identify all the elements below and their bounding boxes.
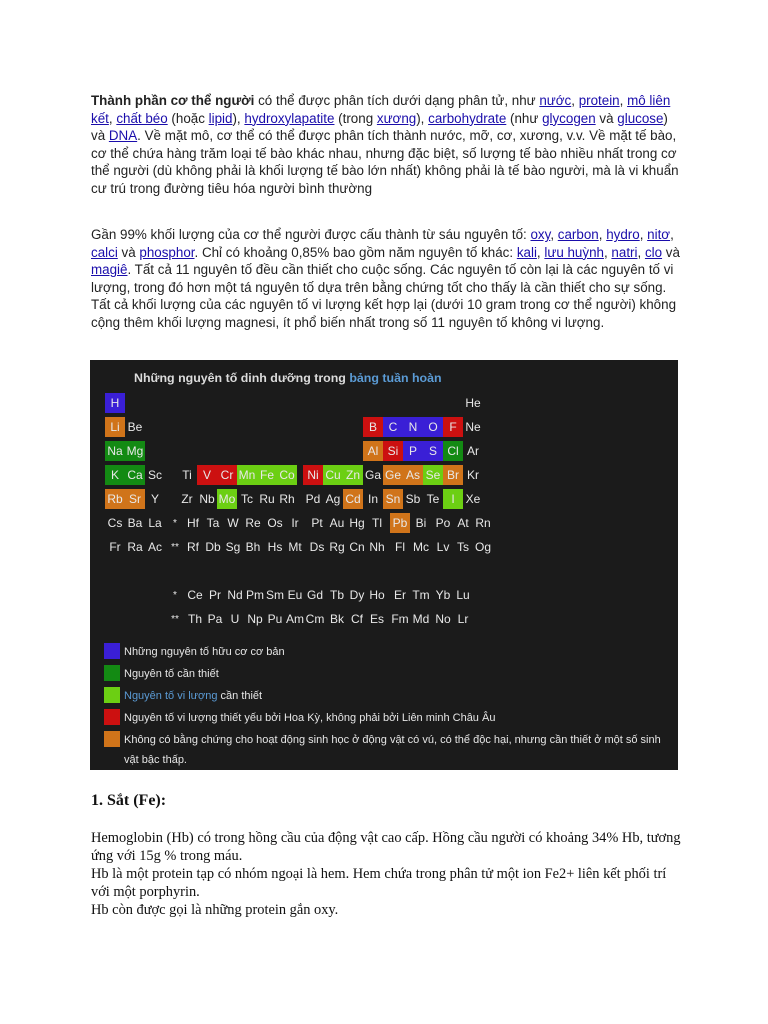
element-cr: Cr [217,465,237,485]
element-tb: Tb [329,588,344,602]
element-k: K [105,465,125,485]
element-og: Og [474,540,491,554]
element-ds: Ds [309,540,325,554]
para-text: , [550,227,558,242]
link-mo-lien-ket[interactable]: mô liên kết [91,93,671,126]
link-nuoc[interactable]: nước [539,93,572,108]
element-in: In [367,492,378,506]
intro-text: có thể được phân tích dưới dạng phân tử, như [254,93,540,108]
element-co: Co [277,465,297,485]
element-nh: Nh [369,540,385,554]
iron-paragraph-1: Hemoglobin (Hb) có trong hồng cầu của động vật cao cấp. Hồng cầu người có khoảng 34% Hb, tương ứng với 15g % trong máu. [91,830,681,864]
element-po: Po [435,516,451,530]
element-f: F [443,417,463,437]
element-u: U [230,612,240,626]
element-zr: Zr [181,492,193,506]
element-ho: Ho [369,588,385,602]
legend-item [104,686,664,706]
iron-paragraph-3: Hb còn được gọi là những protein gắn oxy. [91,902,339,918]
series-marker: ** [171,613,179,625]
element-fe: Fe [257,465,277,485]
legend-swatch [104,687,120,703]
element-br: Br [443,465,463,485]
title-highlight: bảng tuần hoàn [349,371,442,385]
element-sc: Sc [147,468,162,482]
element-se: Se [423,465,443,485]
element-sb: Sb [405,492,421,506]
element-mn: Mn [237,465,257,485]
element-yb: Yb [435,588,451,602]
element-ne: Ne [465,420,481,434]
intro-text: và [595,110,618,126]
element-bk: Bk [329,612,344,626]
legend-label: Nguyên tố vi lượng thiết yếu bởi Hoa Kỳ, không phải bởi Liên minh Châu Âu [124,712,496,724]
element-nb: Nb [199,492,215,506]
element-es: Es [369,612,384,626]
element-la: La [148,516,162,530]
element-xe: Xe [465,492,481,506]
element-pm: Pm [246,588,264,602]
element-rn: Rn [475,516,491,530]
element-pa: Pa [207,612,223,626]
element-c: C [383,417,403,437]
element-s: S [423,441,443,461]
para-text: , [603,244,612,260]
element-bi: Bi [415,516,427,530]
legend-swatch [104,731,120,747]
periodic-table-figure [90,360,678,770]
intro-bold-title: Thành phần cơ thể người [91,93,255,108]
link-calci[interactable]: calci [91,244,118,260]
element-fr: Fr [109,540,121,554]
element-ge: Ge [383,465,403,485]
legend-item [104,664,664,684]
element-na: Na [105,441,125,461]
intro-text: ) và [91,110,668,144]
link-glycogen[interactable]: glycogen [542,110,596,126]
legend-item [104,642,664,662]
element-fm: Fm [391,612,409,626]
legend-label: Những nguyên tố hữu cơ cơ bản [124,646,285,658]
intro-text: , [619,93,628,108]
element-au: Au [329,516,345,530]
series-marker: * [173,589,177,601]
series-marker: * [173,517,177,529]
element-mt: Mt [288,540,302,554]
element-mc: Mc [413,540,429,554]
element-rh: Rh [279,492,295,506]
link-hydro[interactable]: hydro [606,227,640,242]
element-ga: Ga [364,468,381,482]
element-hf: Hf [187,516,199,530]
periodic-table-title [134,371,442,385]
element-ti: Ti [182,468,192,482]
element-li: Li [105,417,125,437]
legend-swatch [104,709,120,725]
element-nd: Nd [227,588,243,602]
composition-paragraph [91,226,681,332]
intro-text: (trong [334,110,377,126]
para-text: , [598,227,607,242]
legend-label-highlight: Nguyên tố vi lượng [124,690,218,702]
link-protein[interactable]: protein [578,93,620,108]
element-kr: Kr [467,468,479,482]
element-i: I [443,489,463,509]
legend-item [104,730,664,770]
element-v: V [197,465,217,485]
link-carbon[interactable]: carbon [557,227,599,242]
element-b: B [363,417,383,437]
element-cf: Cf [351,612,363,626]
element-th: Th [187,612,202,626]
element-as: As [403,465,423,485]
element-pu: Pu [267,612,283,626]
element-er: Er [394,588,406,602]
element-hs: Hs [267,540,283,554]
element-cn: Cn [349,540,365,554]
para-text: . Tất cả 11 nguyên tố đều cần thiết cho cuộc sống. Các nguyên tố còn lại là các nguyên tố vi lượng, trong đó hơn một tá nguyên tố dựa trên bằng chứng tốt cho thấy là cần thiết cho sự sống. Tất cả khối lượng của các nguyên tố vi lượng kết hợp lại (dưới 10 gram trong cơ thể người) không cộng thêm khối lượng magnesi, ít phổ biến nhất trong số 11 nguyên tố không vi lượng. [91,262,677,330]
intro-text: , [108,110,117,126]
element-tc: Tc [241,492,253,506]
para-text: , [670,227,674,242]
element-cu: Cu [323,465,343,485]
element-at: At [457,516,469,530]
element-sm: Sm [266,588,284,602]
element-dy: Dy [349,588,365,602]
element-rf: Rf [187,540,199,554]
legend-swatch [104,665,120,681]
element-am: Am [286,612,304,626]
link-magie[interactable]: magiê [91,262,128,278]
element-cs: Cs [107,516,123,530]
element-lr: Lr [457,612,469,626]
link-glucose[interactable]: glucose [617,110,664,126]
element-sg: Sg [225,540,241,554]
link-dna[interactable]: DNA [108,128,138,144]
intro-text: ), [416,110,429,126]
intro-text: (hoặc [167,110,209,126]
para-text: , [637,244,645,260]
element-be: Be [127,420,143,434]
link-oxy[interactable]: oxy [530,227,551,242]
element-lu: Lu [456,588,470,602]
link-clo[interactable]: clo [644,244,663,260]
element-ca: Ca [125,465,145,485]
series-marker: ** [171,541,179,553]
element-gd: Gd [306,588,323,602]
iron-paragraph-2: Hb là một protein tạp có nhóm ngoại là hem. Hem chứa trong phân tử một ion Fe2+ liên kết phối trí với một porphyrin. [91,866,667,900]
element-bh: Bh [245,540,261,554]
para-text: , [536,244,545,260]
intro-text: . Về mặt mô, cơ thể có thể được phân tích thành nước, mỡ, cơ, xương, v.v. Về mặt tế bào, cơ thể chứa hàng trăm loại tế bào khác nhau, nhưng đặc biệt, số lượng tế bào nhiều nhất trong cơ thể người (dù không phải là khối lượng tế bào lớn nhất) không phải là tế bào người, mà là vi khuẩn cư trú trong đường tiêu hóa người bình thường [91,128,679,196]
link-carbohydrate[interactable]: carbohydrate [428,110,507,126]
element-ra: Ra [127,540,143,554]
para-text: Gần 99% khối lượng của cơ thể người được cấu thành từ sáu nguyên tố: [91,227,531,242]
title-text: Những nguyên tố dinh dưỡng trong [134,371,350,385]
link-xuong[interactable]: xương [376,110,417,126]
element-zn: Zn [343,465,363,485]
element-tm: Tm [412,588,430,602]
element-ta: Ta [206,516,220,530]
element-mo: Mo [217,489,237,509]
element-al: Al [363,441,383,461]
element-rb: Rb [105,489,125,509]
para-text: , [639,227,648,242]
element-rg: Rg [329,540,345,554]
intro-paragraph [91,92,681,198]
element-md: Md [412,612,430,626]
link-phosphor[interactable]: phosphor [139,244,195,260]
link-hydroxylapatite[interactable]: hydroxylapatite [244,110,335,126]
element-os: Os [267,516,283,530]
element-p: P [403,441,423,461]
link-luu-huynh[interactable]: lưu huỳnh [544,244,604,260]
legend-label: Nguyên tố cần thiết [124,668,219,680]
element-sr: Sr [125,489,145,509]
element-o: O [423,417,443,437]
element-ar: Ar [467,444,479,458]
legend-label: Nguyên tố vi lượng cần thiết [124,690,263,702]
element-ba: Ba [127,516,143,530]
section-heading-iron: 1. Sắt (Fe): [91,792,167,809]
element-no: No [435,612,451,626]
element-ag: Ag [325,492,341,506]
element-n: N [403,417,423,437]
element-w: W [227,516,239,530]
element-re: Re [245,516,261,530]
element-pt: Pt [311,516,323,530]
para-text: . Chỉ có khoảng 0,85% bao gồm năm nguyên tố khác: [194,244,517,260]
element-ru: Ru [259,492,275,506]
element-cl: Cl [443,441,463,461]
para-text: và [662,244,680,260]
element-si: Si [383,441,403,461]
element-pr: Pr [209,588,221,602]
element-h: H [105,393,125,413]
element-ce: Ce [187,588,203,602]
element-sn: Sn [383,489,403,509]
element-he: He [465,396,481,410]
intro-text: (như [506,110,543,126]
legend-label: Không có bằng chứng cho hoạt động sinh học ở động vật có vú, có thể độc hại, nhưng cần thiết ở một số sinh vật bậc thấp. [124,734,661,766]
element-pd: Pd [305,492,321,506]
para-text: và [117,244,140,260]
element-mg: Mg [125,441,145,461]
element-cm: Cm [305,612,325,626]
element-np: Np [247,612,263,626]
element-ni: Ni [303,465,323,485]
link-lipid[interactable]: lipid [208,110,233,126]
element-eu: Eu [287,588,303,602]
element-hg: Hg [349,516,365,530]
element-ts: Ts [457,540,469,554]
element-tl: Tl [372,516,382,530]
element-cd: Cd [343,489,363,509]
element-lv: Lv [436,540,450,554]
element-te: Te [426,492,440,506]
element-db: Db [205,540,221,554]
link-natri[interactable]: natri [611,244,638,260]
element-pb: Pb [390,513,410,533]
element-ac: Ac [147,540,162,554]
legend-item [104,708,664,728]
link-kali[interactable]: kali [516,244,537,260]
element-ir: Ir [291,516,299,530]
element-fl: Fl [395,540,405,554]
link-chat-beo[interactable]: chất béo [116,110,168,126]
intro-text: , [571,93,579,108]
element-y: Y [150,492,159,506]
legend-swatch [104,643,120,659]
link-nito[interactable]: nitơ [647,227,671,242]
intro-text: ), [232,110,245,126]
